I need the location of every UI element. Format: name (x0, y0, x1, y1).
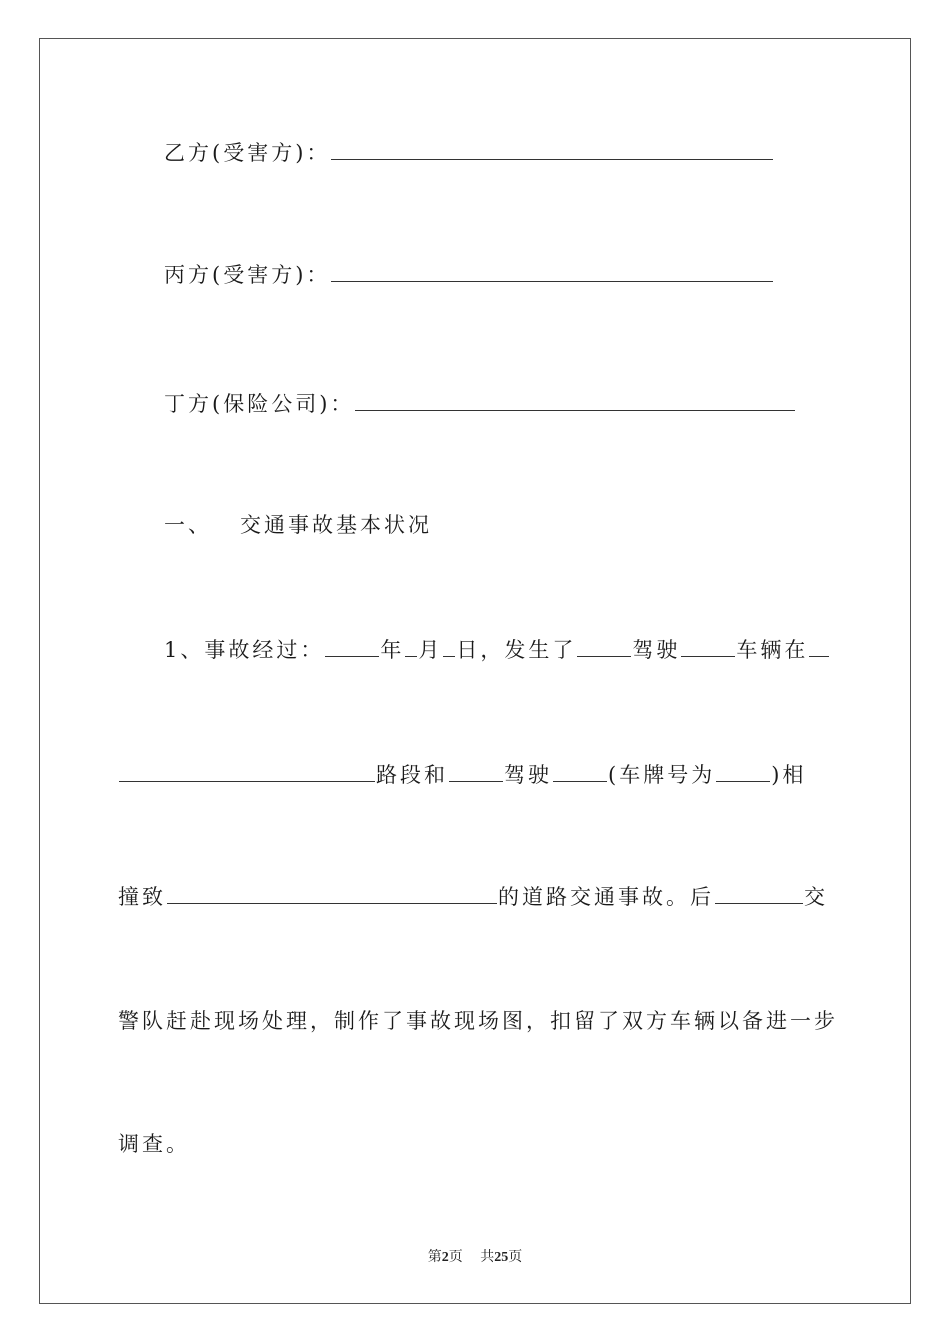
traffic-text: 交 (804, 885, 828, 909)
vehicle-at-text: 车辆在 (736, 638, 809, 662)
total-suffix: 页 (508, 1250, 523, 1265)
month-text: 月 (418, 638, 443, 662)
party-c-blank[interactable] (331, 261, 773, 282)
paragraph-line-4 (118, 1006, 838, 1036)
consequence-blank[interactable] (167, 883, 497, 904)
road-section-text: 路段和 (376, 763, 448, 787)
police-unit-blank[interactable] (715, 883, 803, 904)
driver-b-blank[interactable] (449, 761, 503, 782)
section-number: 一、 (164, 513, 212, 537)
party-c-line (164, 260, 774, 290)
party-b-line (164, 138, 774, 168)
page-footer (0, 1246, 950, 1266)
party-d-line (164, 389, 796, 419)
accident-text: 的道路交通事故。后 (498, 885, 714, 909)
page-suffix: 页 (448, 1250, 463, 1265)
year-text: 年 (380, 638, 405, 662)
police-action-text: 警队赶赴现场处理，制作了事故现场图，扣留了双方车辆以备进一步 (118, 1009, 838, 1033)
vehicle-b-blank[interactable] (553, 761, 607, 782)
section-title: 交通事故基本状况 (240, 513, 432, 537)
plate-label: (车牌号为 (608, 763, 716, 787)
plate-blank[interactable] (716, 761, 770, 782)
paragraph-line-3 (118, 882, 828, 912)
day-text: 日，发生了 (456, 638, 577, 662)
caused-text: 撞致 (118, 885, 166, 909)
vehicle-a-blank[interactable] (681, 636, 735, 657)
section-heading (164, 510, 432, 540)
day-blank[interactable] (443, 636, 455, 657)
page-number: 2 (441, 1250, 449, 1265)
paragraph-line-2 (118, 760, 806, 790)
party-d-label: 丁方(保险公司)： (164, 392, 355, 416)
party-c-label: 丙方(受害方)： (164, 263, 331, 287)
paragraph-line-1 (164, 635, 830, 665)
location-blank[interactable] (119, 761, 375, 782)
driver-a-blank[interactable] (577, 636, 631, 657)
total-pages: 25 (494, 1250, 509, 1265)
accident-process-label: 1、事故经过： (164, 638, 325, 662)
drive-text-2: 驾驶 (504, 763, 552, 787)
collide-text: )相 (771, 763, 807, 787)
party-b-label: 乙方(受害方)： (164, 141, 331, 165)
page-border (39, 38, 911, 1304)
drive-text-1: 驾驶 (632, 638, 681, 662)
location-blank-start[interactable] (809, 636, 829, 657)
month-blank[interactable] (405, 636, 417, 657)
investigation-text: 调查。 (118, 1132, 190, 1156)
page-prefix: 第 (427, 1250, 442, 1265)
paragraph-line-5 (118, 1129, 190, 1159)
party-b-blank[interactable] (331, 139, 773, 160)
party-d-blank[interactable] (355, 390, 795, 411)
total-prefix: 共 (480, 1250, 495, 1265)
year-blank[interactable] (325, 636, 379, 657)
